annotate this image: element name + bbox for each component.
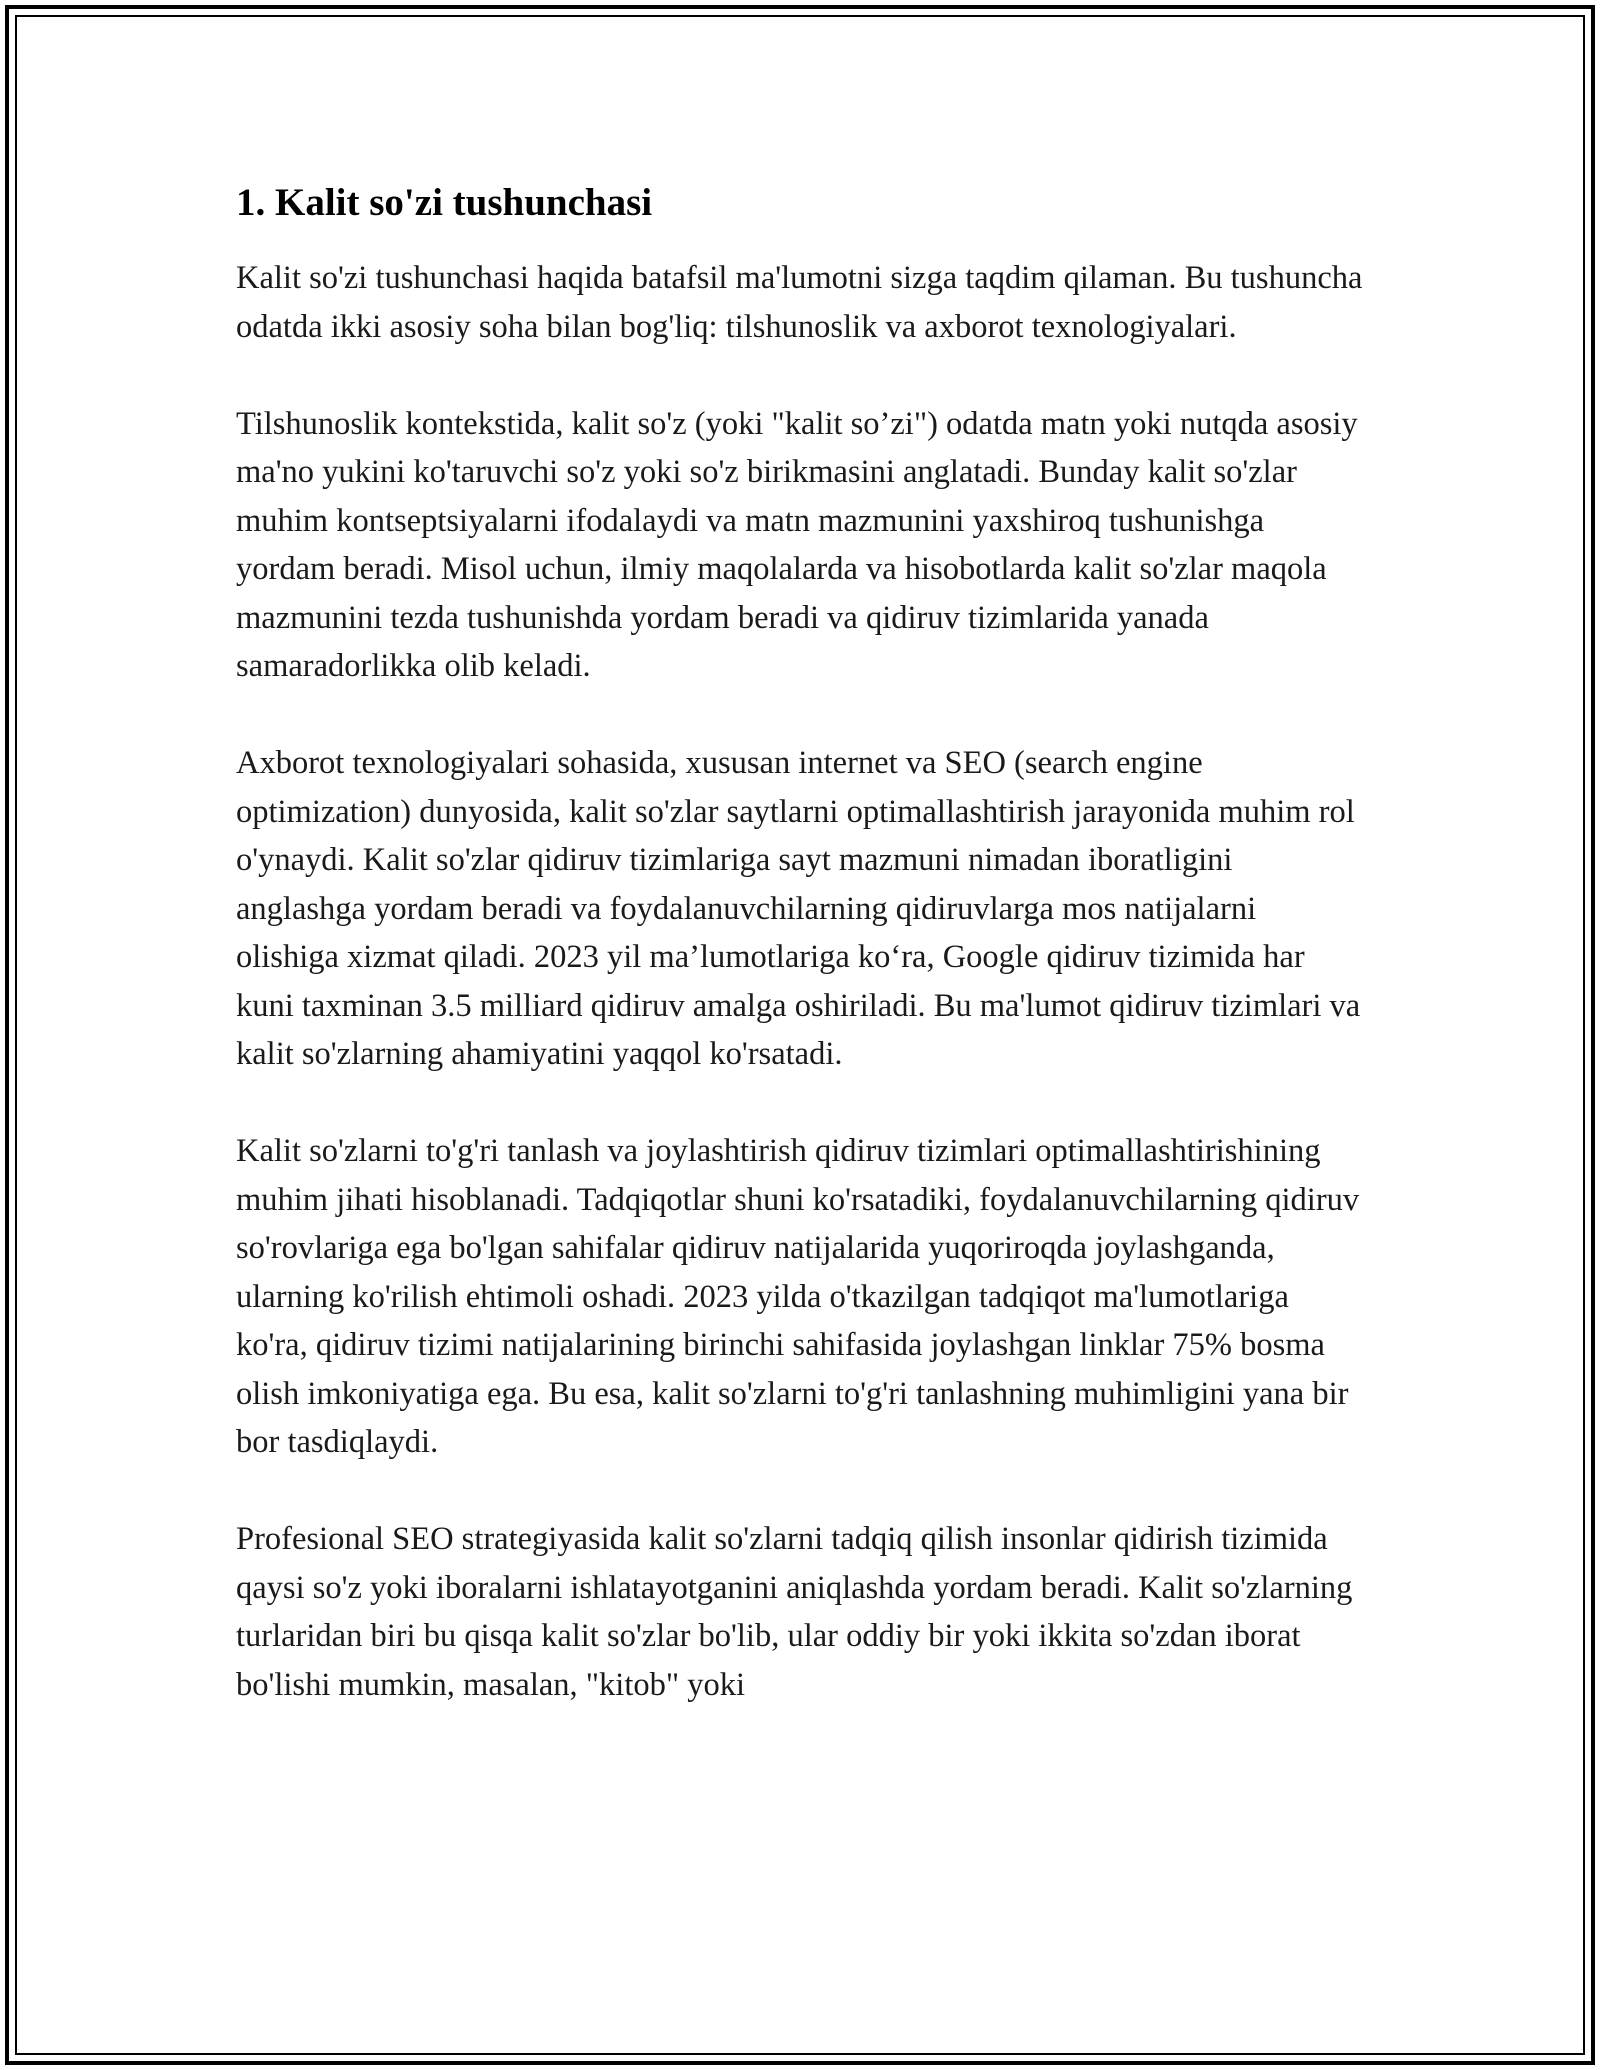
paragraph-keyword-selection: Kalit so'zlarni to'g'ri tanlash va joylashtirish qidiruv tizimlari optimallashtirishining muhim jihati hisoblanadi. Tadqiqotlar shuni ko'rsatadiki, foydalanuvchilarning qidiruv so'rovlariga ega bo'lgan sahifalar qidiruv natijalarida yuqoriroqda joylashganda, ularning ko'rilish ehtimoli oshadi. 2023 yilda o'tkazilgan tadqiqot ma'lumotlariga ko'ra, qidiruv tizimi natijalarining birinchi sahifasida joylashgan linklar 75% bosma olish imkoniyatiga ega. Bu esa, kalit so'zlarni to'g'ri tanlashning muhimligini yana bir bor tasdiqlaydi. xyxy=(236,1133,1360,1460)
section-heading: 1. Kalit so'zi tushunchasi xyxy=(236,181,653,224)
paragraph-intro: Kalit so'zi tushunchasi haqida batafsil ma'lumotni sizga taqdim qilaman. Bu tushuncha odatda ikki asosiy soha bilan bog'liq: tilshunoslik va axborot texnologiyalari. xyxy=(236,260,1363,345)
paragraph-seo-strategy: Profesional SEO strategiyasida kalit so'zlarni tadqiq qilish insonlar qidirish tizimida qaysi so'z yoki iboralarni ishlatayotganini aniqlashda yordam beradi. Kalit so'zlarning turlaridan biri bu qisqa kalit so'zlar bo'lib, ular oddiy bir yoki ikkita so'zdan iborat bo'lishi mumkin, masalan, "kitob" yoki xyxy=(236,1521,1353,1703)
paragraph-it-seo: Axborot texnologiyalari sohasida, xususan internet va SEO (search engine optimization) dunyosida, kalit so'zlar saytlarni optimallashtirish jarayonida muhim rol o'ynaydi. Kalit so'zlar qidiruv tizimlariga sayt mazmuni nimadan iboratligini anglashga yordam beradi va foydalanuvchilarning qidiruvlarga mos natijalarni olishiga xizmat qiladi. 2023 yil ma’lumotlariga ko‘ra, Google qidiruv tizimida har kuni taxminan 3.5 milliard qidiruv amalga oshiriladi. Bu ma'lumot qidiruv tizimlari va kalit so'zlarning ahamiyatini yaqqol ko'rsatadi. xyxy=(236,745,1361,1072)
paragraph-linguistics: Tilshunoslik kontekstida, kalit so'z (yoki "kalit so’zi") odatda matn yoki nutqda asosiy ma'no yukini ko'taruvchi so'z yoki so'z birikmasini anglatadi. Bunday kalit so'zlar muhim kontseptsiyalarni ifodalaydi va matn mazmunini yaxshiroq tushunishga yordam beradi. Misol uchun, ilmiy maqolalarda va hisobotlarda kalit so'zlar maqola mazmunini tezda tushunishda yordam beradi va qidiruv tizimlarida yanada samaradorlikka olib keladi. xyxy=(236,405,1358,684)
document-body xyxy=(236,180,1366,1758)
